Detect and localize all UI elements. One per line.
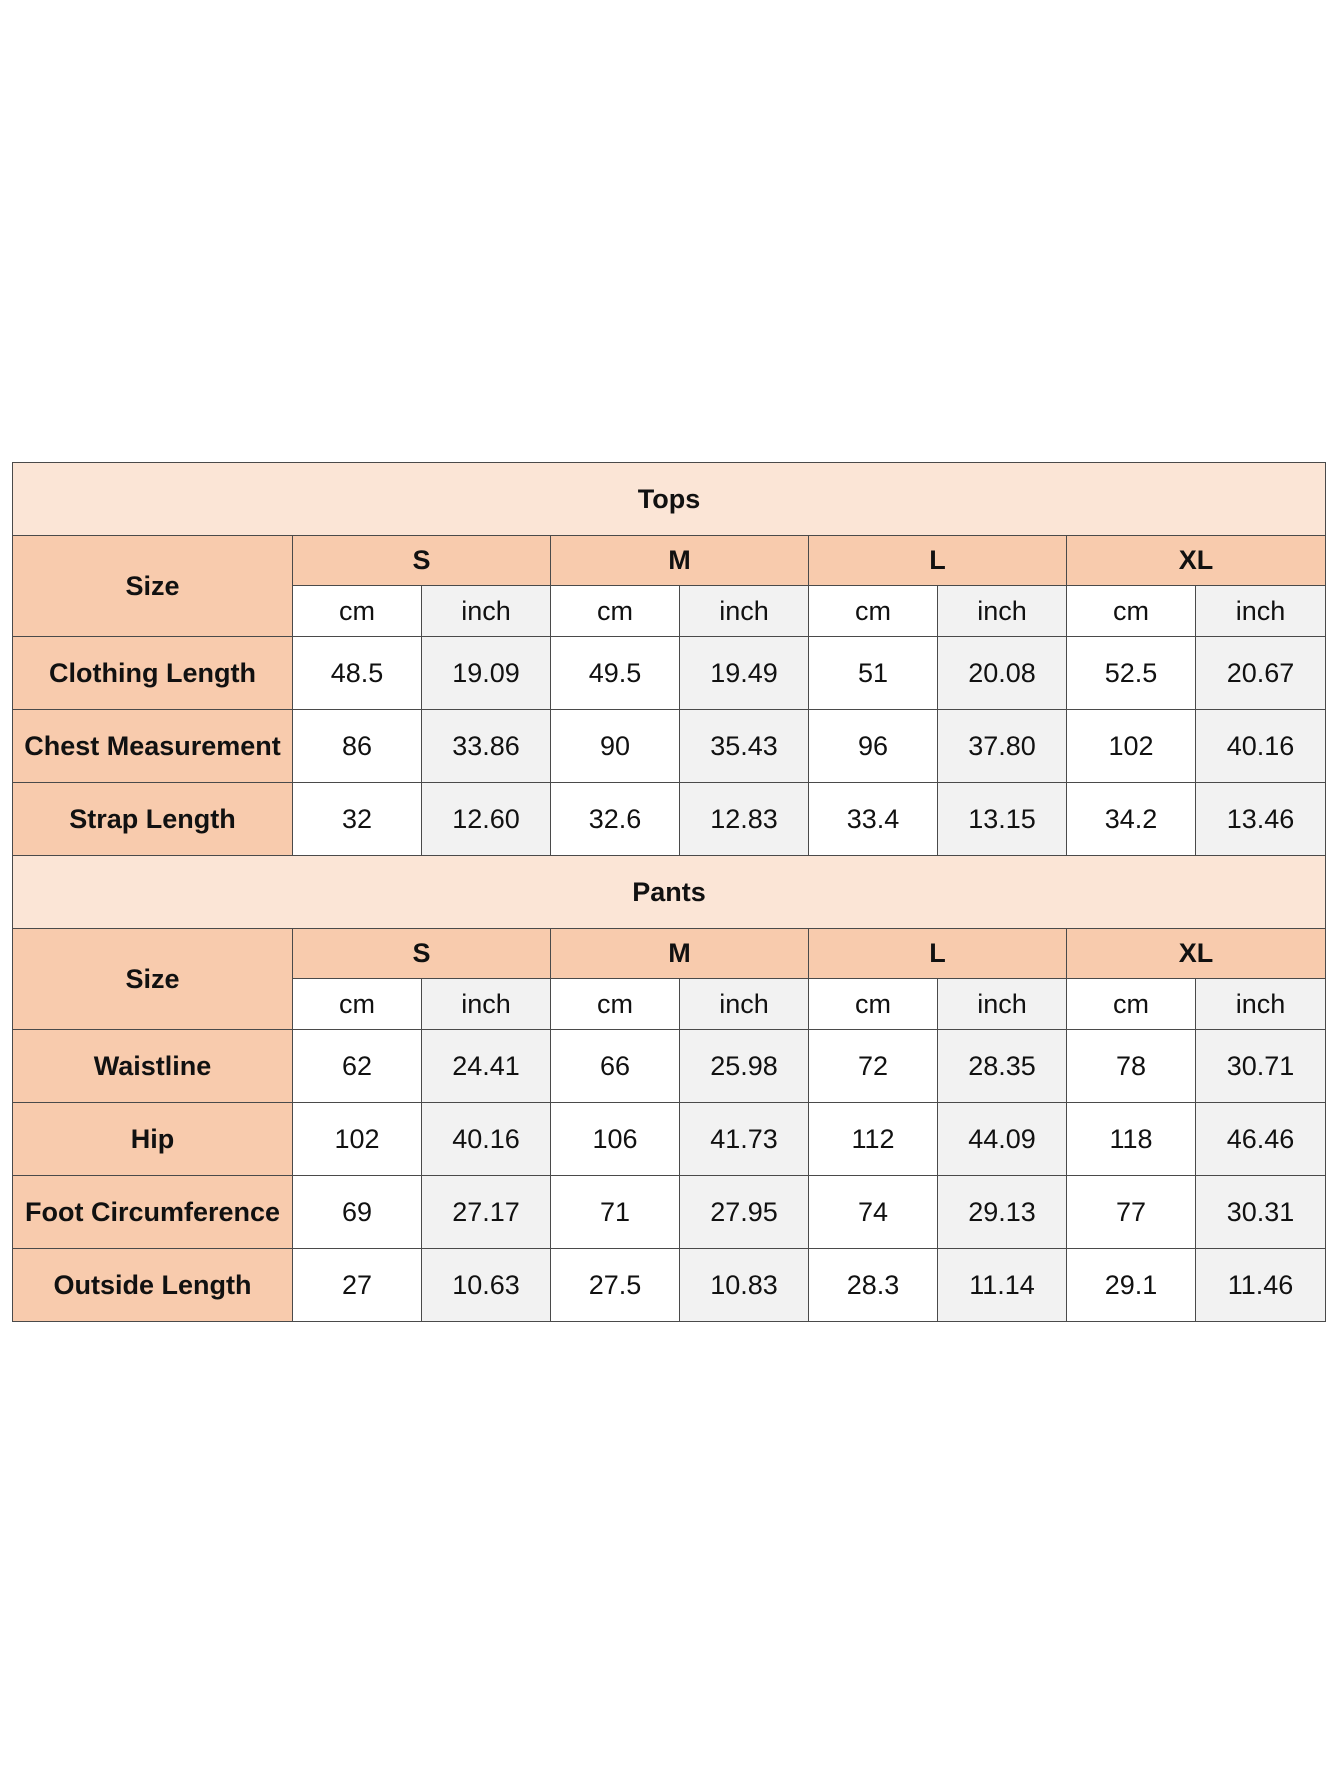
measurement-value: 52.5 — [1067, 637, 1196, 710]
section-title: Tops — [13, 463, 1326, 536]
unit-header: inch — [680, 586, 809, 637]
measurement-value: 48.5 — [293, 637, 422, 710]
measurement-value: 27.95 — [680, 1176, 809, 1249]
measurement-value: 28.3 — [809, 1249, 938, 1322]
measurement-row — [13, 710, 1326, 783]
measurement-value: 27.17 — [422, 1176, 551, 1249]
measurement-row — [13, 1030, 1326, 1103]
measurement-value: 90 — [551, 710, 680, 783]
measurement-value: 96 — [809, 710, 938, 783]
size-header: M — [551, 929, 809, 979]
measurement-value: 10.63 — [422, 1249, 551, 1322]
size-chart — [12, 462, 1325, 1322]
measurement-label: Outside Length — [13, 1249, 293, 1322]
unit-header: cm — [293, 979, 422, 1030]
measurement-value: 19.09 — [422, 637, 551, 710]
measurement-row — [13, 783, 1326, 856]
size-header: L — [809, 929, 1067, 979]
measurement-value: 66 — [551, 1030, 680, 1103]
unit-header: cm — [551, 979, 680, 1030]
measurement-value: 46.46 — [1196, 1103, 1326, 1176]
measurement-label: Clothing Length — [13, 637, 293, 710]
measurement-value: 106 — [551, 1103, 680, 1176]
measurement-value: 40.16 — [422, 1103, 551, 1176]
section-title-row — [13, 856, 1326, 929]
unit-header: cm — [1067, 979, 1196, 1030]
measurement-value: 69 — [293, 1176, 422, 1249]
size-header: S — [293, 536, 551, 586]
size-chart-table — [12, 462, 1326, 1322]
unit-header: inch — [938, 979, 1067, 1030]
size-header-row — [13, 929, 1326, 979]
measurement-value: 78 — [1067, 1030, 1196, 1103]
measurement-value: 30.71 — [1196, 1030, 1326, 1103]
measurement-value: 12.83 — [680, 783, 809, 856]
measurement-value: 34.2 — [1067, 783, 1196, 856]
size-header: M — [551, 536, 809, 586]
measurement-value: 37.80 — [938, 710, 1067, 783]
measurement-value: 33.86 — [422, 710, 551, 783]
measurement-value: 74 — [809, 1176, 938, 1249]
measurement-row — [13, 1103, 1326, 1176]
measurement-value: 28.35 — [938, 1030, 1067, 1103]
measurement-value: 33.4 — [809, 783, 938, 856]
unit-header: cm — [1067, 586, 1196, 637]
measurement-value: 24.41 — [422, 1030, 551, 1103]
measurement-value: 77 — [1067, 1176, 1196, 1249]
measurement-label: Chest Measurement — [13, 710, 293, 783]
measurement-value: 40.16 — [1196, 710, 1326, 783]
section-title: Pants — [13, 856, 1326, 929]
measurement-value: 62 — [293, 1030, 422, 1103]
measurement-value: 27.5 — [551, 1249, 680, 1322]
measurement-value: 19.49 — [680, 637, 809, 710]
measurement-value: 86 — [293, 710, 422, 783]
measurement-value: 27 — [293, 1249, 422, 1322]
measurement-row — [13, 1176, 1326, 1249]
size-header-row — [13, 536, 1326, 586]
size-label: Size — [13, 536, 293, 637]
section-title-row — [13, 463, 1326, 536]
measurement-label: Waistline — [13, 1030, 293, 1103]
measurement-value: 20.67 — [1196, 637, 1326, 710]
measurement-row — [13, 1249, 1326, 1322]
measurement-value: 20.08 — [938, 637, 1067, 710]
unit-header: inch — [1196, 979, 1326, 1030]
unit-header: inch — [1196, 586, 1326, 637]
measurement-label: Strap Length — [13, 783, 293, 856]
measurement-value: 32 — [293, 783, 422, 856]
measurement-value: 25.98 — [680, 1030, 809, 1103]
measurement-value: 72 — [809, 1030, 938, 1103]
measurement-value: 49.5 — [551, 637, 680, 710]
unit-header: cm — [809, 586, 938, 637]
measurement-value: 118 — [1067, 1103, 1196, 1176]
measurement-label: Hip — [13, 1103, 293, 1176]
unit-header: cm — [293, 586, 422, 637]
unit-header: cm — [551, 586, 680, 637]
measurement-value: 11.46 — [1196, 1249, 1326, 1322]
measurement-value: 12.60 — [422, 783, 551, 856]
measurement-value: 32.6 — [551, 783, 680, 856]
measurement-value: 13.46 — [1196, 783, 1326, 856]
measurement-value: 29.1 — [1067, 1249, 1196, 1322]
size-header: XL — [1067, 536, 1326, 586]
unit-header: inch — [938, 586, 1067, 637]
size-header: S — [293, 929, 551, 979]
measurement-value: 29.13 — [938, 1176, 1067, 1249]
measurement-value: 102 — [1067, 710, 1196, 783]
measurement-value: 30.31 — [1196, 1176, 1326, 1249]
unit-header: inch — [422, 979, 551, 1030]
measurement-label: Foot Circumference — [13, 1176, 293, 1249]
measurement-value: 44.09 — [938, 1103, 1067, 1176]
unit-header: inch — [680, 979, 809, 1030]
unit-header: inch — [422, 586, 551, 637]
measurement-value: 71 — [551, 1176, 680, 1249]
measurement-value: 11.14 — [938, 1249, 1067, 1322]
measurement-row — [13, 637, 1326, 710]
measurement-value: 41.73 — [680, 1103, 809, 1176]
size-header: L — [809, 536, 1067, 586]
size-label: Size — [13, 929, 293, 1030]
measurement-value: 13.15 — [938, 783, 1067, 856]
measurement-value: 112 — [809, 1103, 938, 1176]
measurement-value: 35.43 — [680, 710, 809, 783]
size-header: XL — [1067, 929, 1326, 979]
unit-header: cm — [809, 979, 938, 1030]
measurement-value: 102 — [293, 1103, 422, 1176]
measurement-value: 10.83 — [680, 1249, 809, 1322]
measurement-value: 51 — [809, 637, 938, 710]
